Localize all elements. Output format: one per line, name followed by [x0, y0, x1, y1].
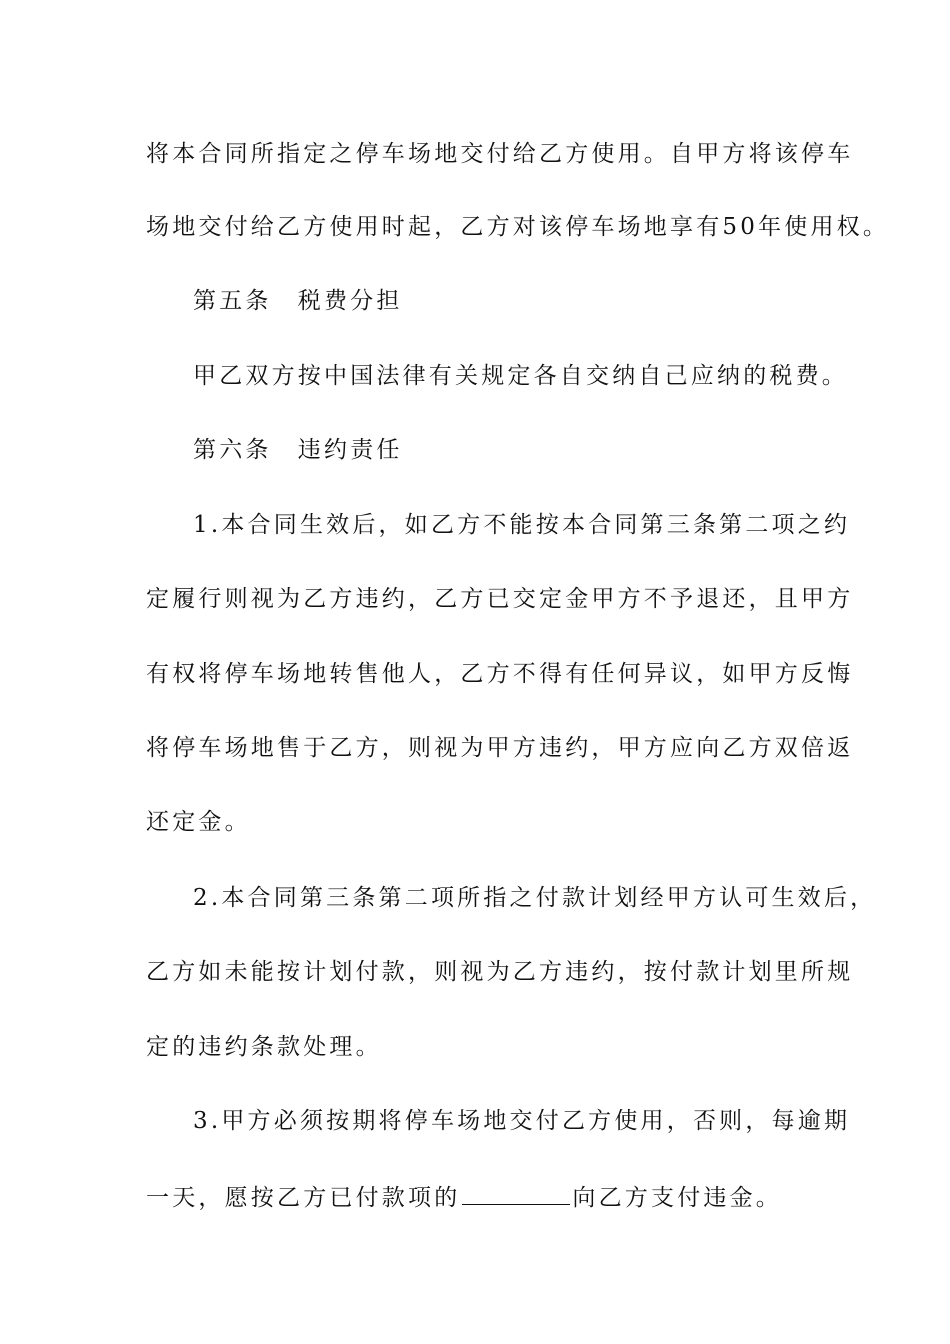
clause-3-text-before-blank: 一天，愿按乙方已付款项的	[146, 1185, 461, 1211]
clause-2-line-1: 2.本合同第三条第二项所指之付款计划经甲方认可生效后，	[193, 885, 877, 911]
clause-1-line-5: 还定金。	[146, 809, 251, 835]
clause-1-line-2: 定履行则视为乙方违约，乙方已交定金甲方不予退还，且甲方	[146, 586, 854, 612]
clause-2-line-3: 定的违约条款处理。	[146, 1034, 382, 1060]
clause-3-line-2	[146, 1180, 816, 1213]
text-line-3: 甲乙双方按中国法律有关规定各自交纳自己应纳的税费。	[193, 363, 848, 389]
clause-1-line-3: 有权将停车场地转售他人，乙方不得有任何异议，如甲方反悔	[146, 661, 854, 687]
clause-3-text-after-blank: 向乙方支付违金。	[572, 1185, 783, 1211]
section-heading-6: 第六条 违约责任	[193, 437, 403, 463]
clause-1-line-1: 1.本合同生效后，如乙方不能按本合同第三条第二项之约	[193, 512, 851, 538]
clause-1-line-4: 将停车场地售于乙方，则视为甲方违约，甲方应向乙方双倍返	[146, 735, 854, 761]
clause-2-line-2: 乙方如未能按计划付款，则视为乙方违约，按付款计划里所规	[146, 959, 854, 985]
fill-in-blank	[462, 1180, 570, 1205]
text-line-1: 将本合同所指定之停车场地交付给乙方使用。自甲方将该停车	[146, 141, 854, 167]
text-line-2: 场地交付给乙方使用时起，乙方对该停车场地享有50年使用权。	[146, 214, 890, 240]
clause-3-line-1: 3.甲方必须按期将停车场地交付乙方使用，否则，每逾期	[193, 1108, 851, 1134]
section-heading-5: 第五条 税费分担	[193, 288, 403, 314]
